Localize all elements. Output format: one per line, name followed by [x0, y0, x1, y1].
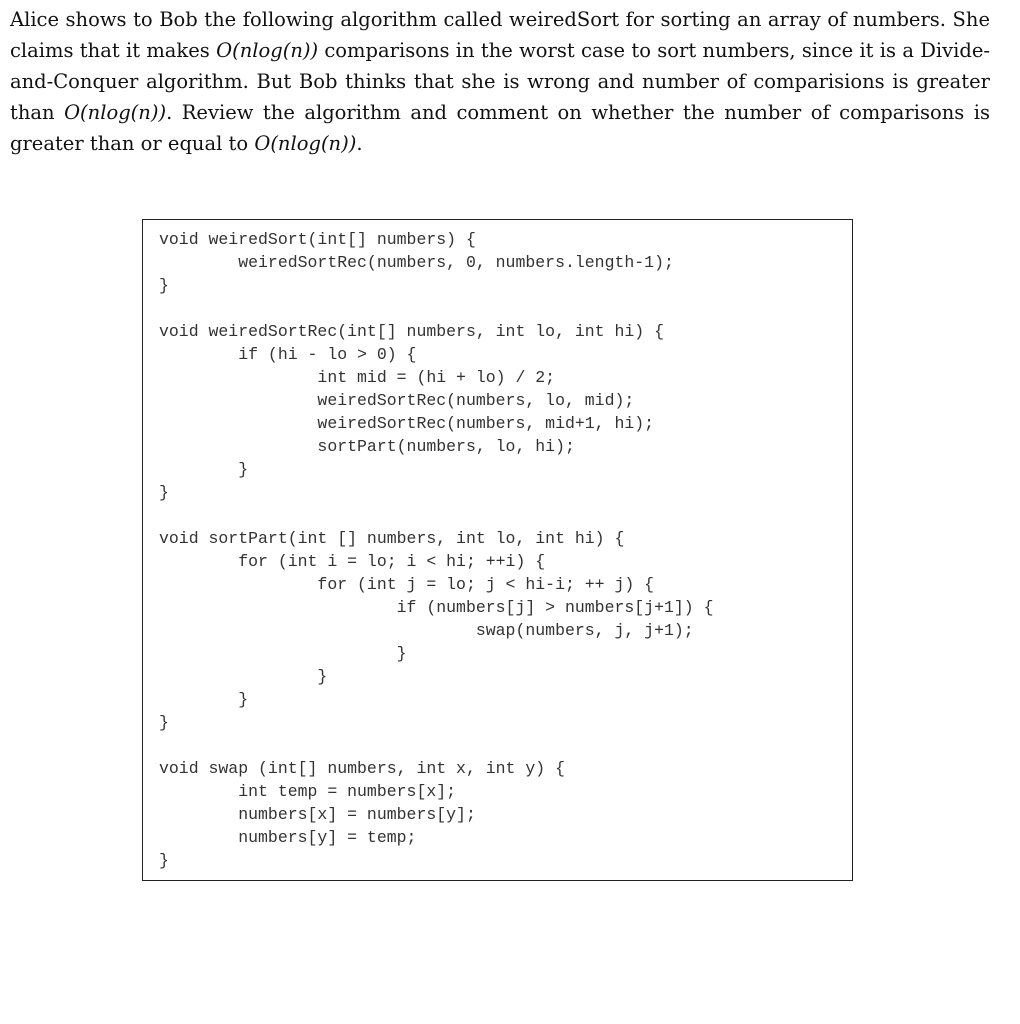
code-line: int temp = numbers[x]; — [159, 782, 457, 801]
code-line: } — [159, 667, 328, 686]
code-line: numbers[y] = temp; — [159, 828, 417, 847]
code-line: } — [159, 483, 169, 502]
code-line: weiredSortRec(numbers, mid+1, hi); — [159, 414, 655, 433]
code-line: } — [159, 851, 169, 870]
code-line — [159, 297, 714, 320]
code-line: if (numbers[j] > numbers[j+1]) { — [159, 598, 714, 617]
code-line: weiredSortRec(numbers, 0, numbers.length-1); — [159, 253, 674, 272]
code-line: void sortPart(int [] numbers, int lo, int hi) { — [159, 529, 625, 548]
code-line: } — [159, 644, 407, 663]
code-line: } — [159, 690, 249, 709]
code-line — [159, 504, 714, 527]
question-text-part: Alice shows to Bob the following algorithm called weiredSort for sorting an array of numbers. She claims that it makes — [10, 8, 990, 62]
code-line: weiredSortRec(numbers, lo, mid); — [159, 391, 635, 410]
question-text-part: comparisons in the worst case to sort numbers, since it is a Divide-and-Conquer algorithm. But Bob thinks that she is wrong and number of comparisions is greater than — [10, 39, 990, 124]
code-line: sortPart(numbers, lo, hi); — [159, 437, 575, 456]
code-line: void swap (int[] numbers, int x, int y) { — [159, 759, 565, 778]
code-line — [159, 734, 714, 757]
code-line: } — [159, 276, 169, 295]
code-line: } — [159, 713, 169, 732]
code-line: if (hi - lo > 0) { — [159, 345, 417, 364]
code-line: } — [159, 460, 249, 479]
question-text — [10, 4, 990, 159]
code-listing-box — [142, 219, 853, 881]
code-line: void weiredSort(int[] numbers) { — [159, 230, 476, 249]
code-line: void weiredSortRec(int[] numbers, int lo, int hi) { — [159, 322, 664, 341]
big-o-expression: O(nlog(n)) — [254, 132, 357, 155]
big-o-expression: O(nlog(n)) — [216, 39, 319, 62]
code-line: int mid = (hi + lo) / 2; — [159, 368, 556, 387]
question-text-part: . Review the algorithm and comment on whether the number of comparisons is greater than or equal to — [10, 101, 990, 155]
code-line: for (int i = lo; i < hi; ++i) { — [159, 552, 546, 571]
code-listing — [159, 228, 714, 872]
code-line: for (int j = lo; j < hi-i; ++ j) { — [159, 575, 655, 594]
big-o-expression: O(nlog(n)) — [64, 101, 167, 124]
question-text-part: . — [356, 132, 363, 155]
code-line: swap(numbers, j, j+1); — [159, 621, 694, 640]
code-line: numbers[x] = numbers[y]; — [159, 805, 476, 824]
